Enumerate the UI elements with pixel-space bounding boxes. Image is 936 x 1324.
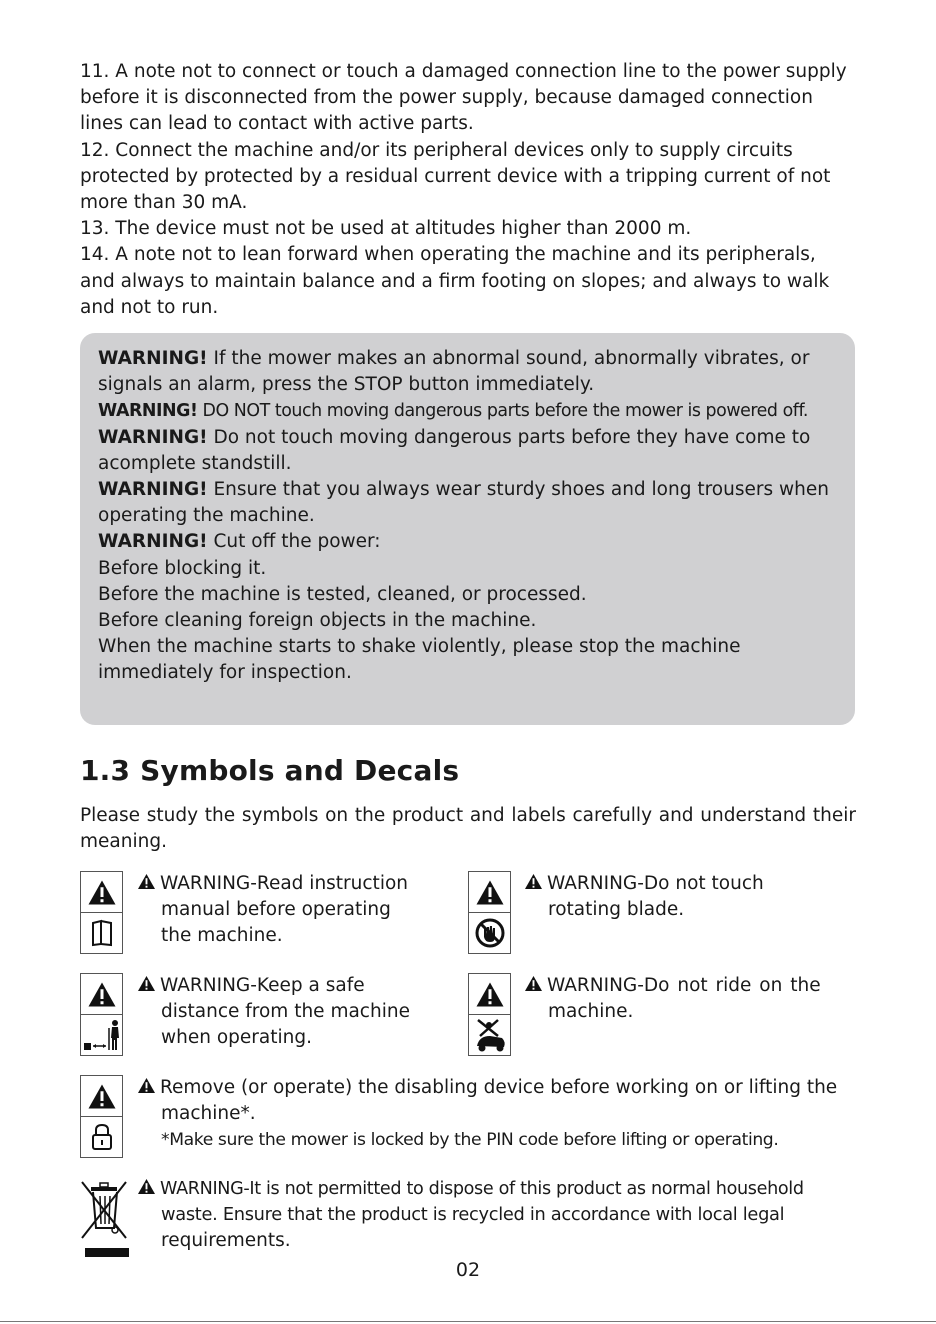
warning-box [80, 333, 855, 725]
symbol-text-read-manual: WARNING-Read instruction manual before operating the machine. [137, 871, 408, 950]
warning-inline-icon [137, 1077, 156, 1094]
warning-label: WARNING! [98, 348, 208, 369]
note-12: 12. Connect the machine and/or its peripheral devices only to supply circuits protected by protected by a residual current device with a tripping current of not more than 30 mA. [80, 139, 831, 214]
cutoff-item: Before blocking it. [98, 557, 267, 579]
warning-3: WARNING! Do not touch moving dangerous parts before they have come to acomplete standstill. [98, 426, 811, 474]
symbol-no-riding [468, 973, 511, 1056]
warning-triangle-icon [81, 1076, 122, 1116]
symbol-text-safe-distance: WARNING-Keep a safe distance from the machine when operating. [137, 973, 410, 1052]
warning-triangle-icon [469, 974, 510, 1014]
no-riding-icon [469, 1014, 510, 1055]
safe-distance-icon [81, 1014, 122, 1055]
cutoff-item: Before the machine is tested, cleaned, or processed. [98, 583, 587, 605]
symbol-safe-distance [80, 973, 123, 1056]
crossed-bin-icon [80, 1178, 130, 1258]
warning-triangle-icon [81, 872, 122, 912]
warning-5: WARNING! Cut off the power: [98, 531, 381, 553]
symbol-text-no-riding: WARNING-Do not ride on the machine. [524, 973, 821, 1025]
symbol-text-disabling-device: Remove (or operate) the disabling device before working on or lifting the machine*. *Make sure the mower is locked by the PIN code before lifting or operating. [137, 1075, 837, 1154]
symbol-no-touch-blade [468, 871, 511, 954]
section-title: 1.3 Symbols and Decals [80, 754, 460, 787]
warning-label: WARNING! [98, 401, 198, 422]
warning-triangle-icon [81, 974, 122, 1014]
warning-inline-icon [137, 1178, 156, 1195]
symbol-text-disposal: WARNING-It is not permitted to dispose of this product as normal household waste. Ensure that the product is recycled in accordance with local legal requirements. [137, 1176, 804, 1255]
note-14: 14. A note not to lean forward when operating the machine and its peripherals, and always to maintain balance and a firm footing on slopes; and always to walk and not to run. [80, 244, 830, 318]
manual-book-icon [81, 912, 122, 953]
warning-4: WARNING! Ensure that you always wear sturdy shoes and long trousers when operating the machine. [98, 479, 829, 527]
warning-label: WARNING! [98, 426, 208, 448]
warning-label: WARNING! [98, 531, 208, 553]
no-hand-icon [469, 912, 510, 953]
warning-2: WARNING! DO NOT touch moving dangerous parts before the mower is powered off. [98, 401, 808, 422]
warning-triangle-icon [469, 872, 510, 912]
note-13: 13. The device must not be used at altitudes higher than 2000 m. [80, 218, 692, 240]
warning-inline-icon [137, 975, 156, 992]
warning-inline-icon [524, 975, 543, 992]
symbol-read-manual [80, 871, 123, 954]
symbol-text-no-touch-blade: WARNING-Do not touch rotating blade. [524, 871, 764, 923]
warning-inline-icon [137, 873, 156, 890]
warning-inline-icon [524, 873, 543, 890]
section-intro: Please study the symbols on the product and labels carefully and understand their meaning. [80, 805, 856, 853]
warning-label: WARNING! [98, 479, 208, 501]
bottom-rule [0, 1321, 936, 1322]
cutoff-item: When the machine starts to shake violently, please stop the machine immediately for inspection. [98, 636, 741, 684]
intro-notes [80, 59, 856, 321]
warning-1: WARNING! If the mower makes an abnormal sound, abnormally vibrates, or signals an alarm, press the STOP button immediately. [98, 348, 810, 396]
note-11: 11. A note not to connect or touch a damaged connection line to the power supply before it is disconnected from the power supply, because damaged connection lines can lead to contact with active parts. [80, 61, 847, 135]
symbol-disabling-device [80, 1075, 123, 1158]
page-number: 02 [455, 1259, 481, 1281]
padlock-icon [81, 1116, 122, 1157]
cutoff-item: Before cleaning foreign objects in the machine. [98, 610, 537, 632]
